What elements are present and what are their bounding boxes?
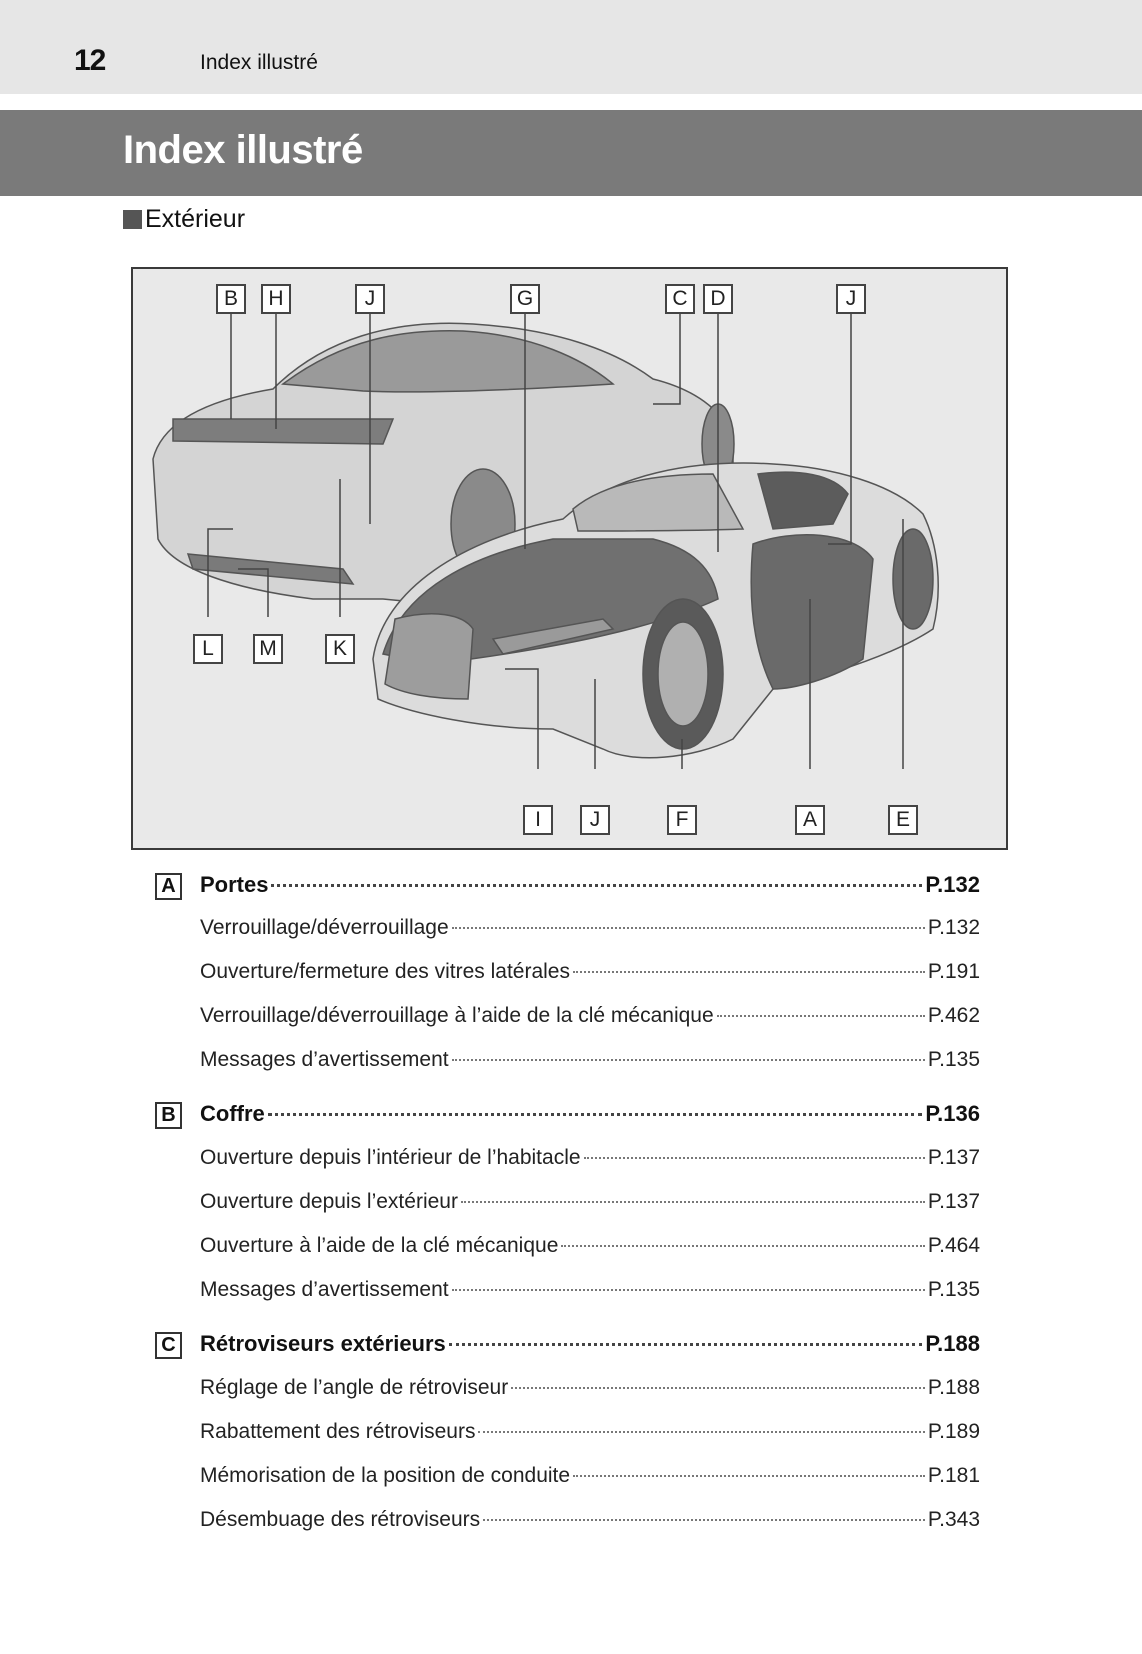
dot-leader — [271, 884, 922, 887]
entry-page: P.343 — [927, 1508, 980, 1531]
entry-page: P.135 — [927, 1048, 980, 1071]
entry-page: P.189 — [927, 1420, 980, 1443]
callout-L: L — [193, 634, 223, 664]
dot-leader — [573, 971, 925, 973]
callout-A: A — [795, 805, 825, 835]
callout-E: E — [888, 805, 918, 835]
dot-leader — [573, 1475, 925, 1477]
entry-page: P.132 — [927, 916, 980, 939]
page-number: 12 — [74, 44, 106, 77]
running-header: Index illustré — [200, 51, 318, 74]
dot-leader — [461, 1201, 925, 1203]
callout-B: B — [216, 284, 246, 314]
dot-leader — [268, 1113, 923, 1116]
entry-page: P.132 — [925, 872, 980, 897]
index-entry[interactable] — [200, 1146, 980, 1170]
entry-label: Ouverture/fermeture des vitres latérales — [200, 960, 570, 983]
index-entry[interactable] — [200, 1278, 980, 1302]
dot-leader — [584, 1157, 925, 1159]
dot-leader — [449, 1343, 923, 1346]
entry-page: P.191 — [927, 960, 980, 983]
entry-label: Ouverture à l’aide de la clé mécanique — [200, 1234, 559, 1257]
entry-label: Mémorisation de la position de conduite — [200, 1464, 571, 1487]
car-drawing — [133, 269, 1008, 850]
section-heading-label: Extérieur — [145, 205, 246, 233]
callout-H: H — [261, 284, 291, 314]
callout-J-bottom: J — [580, 805, 610, 835]
callout-G: G — [510, 284, 540, 314]
entry-page: P.464 — [927, 1234, 980, 1257]
index-entry[interactable] — [200, 1376, 980, 1400]
group-marker-b: B — [155, 1102, 182, 1129]
dot-leader — [717, 1015, 925, 1017]
callout-J-top-left: J — [355, 284, 385, 314]
square-bullet-icon — [123, 210, 142, 229]
callout-F: F — [667, 805, 697, 835]
entry-label: Rétroviseurs extérieurs — [200, 1331, 446, 1356]
dot-leader — [452, 1059, 925, 1061]
entry-label: Coffre — [200, 1101, 265, 1126]
index-entry[interactable] — [200, 1004, 980, 1028]
index-entry[interactable] — [200, 1508, 980, 1532]
entry-label: Messages d’avertissement — [200, 1048, 449, 1071]
callout-C: C — [665, 284, 695, 314]
entry-label: Désembuage des rétroviseurs — [200, 1508, 481, 1531]
entry-label: Verrouillage/déverrouillage — [200, 916, 449, 939]
index-entry[interactable] — [200, 1234, 980, 1258]
index-entry[interactable] — [200, 1190, 980, 1214]
page-title: Index illustré — [123, 128, 363, 172]
dot-leader — [511, 1387, 925, 1389]
callout-D: D — [703, 284, 733, 314]
dot-leader — [478, 1431, 924, 1433]
entry-page: P.188 — [925, 1331, 980, 1356]
index-entry-main[interactable] — [200, 872, 980, 898]
entry-page: P.462 — [927, 1004, 980, 1027]
entry-label: Réglage de l’angle de rétroviseur — [200, 1376, 509, 1399]
dot-leader — [452, 1289, 925, 1291]
entry-label: Portes — [200, 872, 269, 897]
exterior-illustration — [131, 267, 1008, 850]
index-entry-main[interactable] — [200, 1101, 980, 1127]
entry-label: Rabattement des rétroviseurs — [200, 1420, 476, 1443]
entry-page: P.135 — [927, 1278, 980, 1301]
callout-I: I — [523, 805, 553, 835]
index-entry-main[interactable] — [200, 1331, 980, 1357]
section-heading — [123, 205, 245, 234]
group-marker-a: A — [155, 873, 182, 900]
entry-page: P.181 — [927, 1464, 980, 1487]
title-bar — [0, 110, 1142, 196]
callout-J-top-right: J — [836, 284, 866, 314]
callout-M: M — [253, 634, 283, 664]
index-entry[interactable] — [200, 1464, 980, 1488]
index-entry[interactable] — [200, 1048, 980, 1072]
callout-K: K — [325, 634, 355, 664]
group-marker-c: C — [155, 1332, 182, 1359]
entry-page: P.137 — [927, 1190, 980, 1213]
entry-label: Ouverture depuis l’intérieur de l’habitacle — [200, 1146, 581, 1169]
dot-leader — [561, 1245, 924, 1247]
dot-leader — [483, 1519, 925, 1521]
entry-label: Ouverture depuis l’extérieur — [200, 1190, 458, 1213]
index-entry[interactable] — [200, 960, 980, 984]
index-entry[interactable] — [200, 1420, 980, 1444]
dot-leader — [452, 927, 925, 929]
entry-page: P.137 — [927, 1146, 980, 1169]
entry-page: P.136 — [925, 1101, 980, 1126]
entry-label: Messages d’avertissement — [200, 1278, 449, 1301]
entry-label: Verrouillage/déverrouillage à l’aide de la clé mécanique — [200, 1004, 714, 1027]
index-entry[interactable] — [200, 916, 980, 940]
entry-page: P.188 — [927, 1376, 980, 1399]
header-band — [0, 0, 1142, 94]
